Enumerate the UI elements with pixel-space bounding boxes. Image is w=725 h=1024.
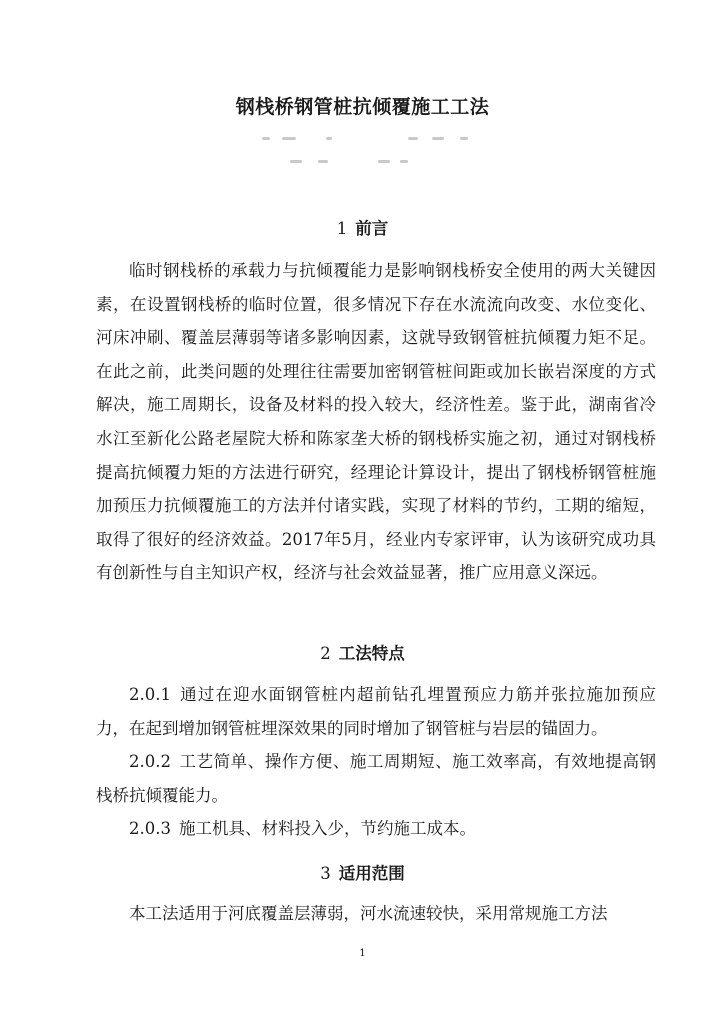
clause-item xyxy=(96,678,656,745)
section-title: 前言 xyxy=(355,219,389,238)
section-number: 1 xyxy=(336,219,348,238)
scan-artifact xyxy=(262,137,270,140)
scan-artifact xyxy=(400,160,408,163)
section-heading xyxy=(0,215,725,239)
section-heading xyxy=(0,860,725,884)
scan-artifact xyxy=(432,137,444,140)
scan-artifact xyxy=(408,137,418,140)
section-heading xyxy=(0,640,725,664)
scan-artifact xyxy=(282,137,296,140)
section-paragraph: 本工法适用于河底覆盖层薄弱，河水流速较快，采用常规施工方法 xyxy=(129,904,608,923)
page-number: 1 xyxy=(359,948,366,959)
scan-artifact xyxy=(378,160,390,163)
clause-number: 2.0.3 xyxy=(129,819,171,838)
scan-artifact xyxy=(290,160,302,163)
scan-artifact xyxy=(326,137,332,140)
scan-artifact xyxy=(318,160,328,163)
section-number: 2 xyxy=(320,644,331,663)
scan-artifact xyxy=(460,137,468,140)
clause-number: 2.0.2 xyxy=(129,752,171,771)
clause-number: 2.0.1 xyxy=(129,685,171,704)
clause-text: 工艺简单、操作方便、施工周期短、施工效率高，有效地提高钢栈桥抗倾覆能力。 xyxy=(96,752,656,805)
section-title: 适用范围 xyxy=(338,864,405,883)
clause-item xyxy=(96,745,656,812)
clause-item xyxy=(96,812,656,846)
section-number: 3 xyxy=(320,864,331,883)
clause-text: 通过在迎水面钢管桩内超前钻孔埋置预应力筋并张拉施加预应力，在起到增加钢管桩埋深效果的同时增加了钢管桩与岩层的锚固力。 xyxy=(96,685,656,738)
section-paragraph: 临时钢栈桥的承载力与抗倾覆能力是影响钢栈桥安全使用的两大关键因素，在设置钢栈桥的临时位置，很多情况下存在水流流向改变、水位变化、河床冲刷、覆盖层薄弱等诸多影响因素，这就导致钢管桩抗倾覆力矩不足。在此之前，此类问题的处理往往需要加密钢管桩间距或加长嵌岩深度的方式解决，施工周期长，设备及材料的投入较大，经济性差。鉴于此，湖南省冷水江至新化公路老屋院大桥和陈家垄大桥的钢栈桥实施之初，通过对钢栈桥提高抗倾覆力矩的方法进行研究，经理论计算设计，提出了钢栈桥钢管桩施加预压力抗倾覆施工的方法并付诸实践，实现了材料的节约，工期的缩短，取得了很好的经济效益。2017年5月，经业内专家评审，认为该研究成功具有创新性与自主知识产权，经济与社会效益显著，推广应用意义深远。 xyxy=(96,261,656,583)
document-title: 钢栈桥钢管桩抗倾覆施工工法 xyxy=(235,96,490,118)
clause-text: 施工机具、材料投入少，节约施工成本。 xyxy=(178,819,476,838)
section-title: 工法特点 xyxy=(338,644,405,663)
